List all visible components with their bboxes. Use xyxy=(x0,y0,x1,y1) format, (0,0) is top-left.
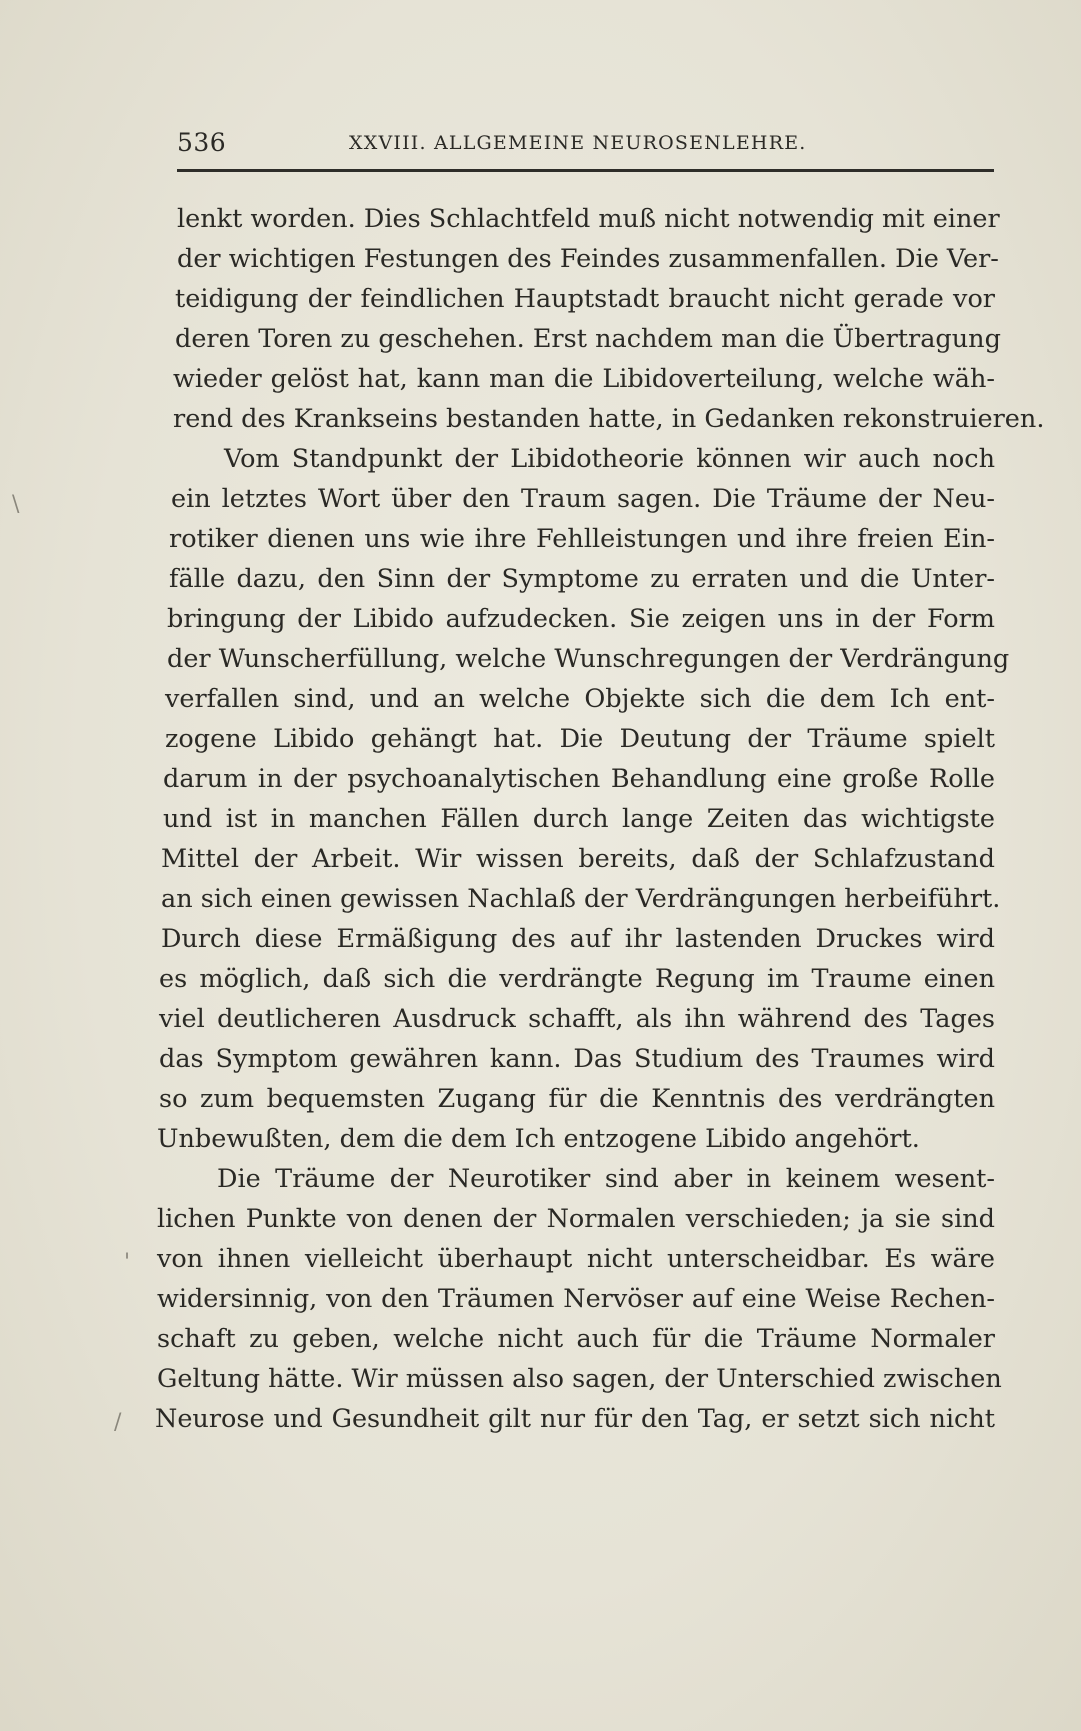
text-line: rotiker dienen uns wie ihre Fehlleistungen und ihre freien Ein- xyxy=(169,524,995,554)
margin-pencil-mark: ' xyxy=(124,1250,131,1275)
text-line: von ihnen vielleicht überhaupt nicht unterscheidbar. Es wäre xyxy=(157,1244,995,1274)
text-line: Neurose und Gesundheit gilt nur für den Tag, er setzt sich nicht xyxy=(155,1404,995,1434)
text-line: Durch diese Ermäßigung des auf ihr lastenden Druckes wird xyxy=(161,924,995,954)
paragraph-start-line: Die Träume der Neurotiker sind aber in keinem wesent- xyxy=(217,1164,995,1194)
body-text xyxy=(155,199,1045,1439)
text-line: teidigung der feindlichen Hauptstadt braucht nicht gerade vor xyxy=(175,284,995,314)
text-line: schaft zu geben, welche nicht auch für die Träume Normaler xyxy=(157,1324,995,1354)
running-title: XXVIII. ALLGEMEINE NEUROSENLEHRE. xyxy=(349,132,807,154)
text-line: wieder gelöst hat, kann man die Libidoverteilung, welche wäh- xyxy=(173,364,995,394)
text-line: es möglich, daß sich die verdrängte Regung im Traume einen xyxy=(159,964,995,994)
text-line: darum in der psychoanalytischen Behandlung eine große Rolle xyxy=(163,764,995,794)
text-line: zogene Libido gehängt hat. Die Deutung der Träume spielt xyxy=(165,724,995,754)
page-header xyxy=(177,128,993,168)
text-line: das Symptom gewähren kann. Das Studium des Traumes wird xyxy=(159,1044,995,1074)
paragraph-end-line: Unbewußten, dem die dem Ich entzogene Libido angehört. xyxy=(157,1124,920,1154)
text-line: an sich einen gewissen Nachlaß der Verdrängungen herbeiführt. xyxy=(161,884,1001,914)
text-line: fälle dazu, den Sinn der Symptome zu erraten und die Unter- xyxy=(169,564,995,594)
margin-pencil-mark: \ xyxy=(12,492,20,517)
text-line: rend des Krankseins bestanden hatte, in Gedanken rekonstruieren. xyxy=(173,404,1045,434)
text-line: deren Toren zu geschehen. Erst nachdem man die Übertragung xyxy=(175,324,1001,354)
text-line: der Wunscherfüllung, welche Wunschregungen der Verdrängung xyxy=(167,644,1010,674)
header-rule xyxy=(177,169,994,172)
text-line: viel deutlicheren Ausdruck schafft, als ihn während des Tages xyxy=(159,1004,995,1034)
paragraph-start-line: Vom Standpunkt der Libidotheorie können wir auch noch xyxy=(224,444,995,474)
text-line: lenkt worden. Dies Schlachtfeld muß nicht notwendig mit einer xyxy=(177,204,1000,234)
text-line: und ist in manchen Fällen durch lange Zeiten das wichtigste xyxy=(163,804,995,834)
text-line: der wichtigen Festungen des Feindes zusammenfallen. Die Ver- xyxy=(177,244,999,274)
text-line: ein letztes Wort über den Traum sagen. Die Träume der Neu- xyxy=(171,484,995,514)
text-line: so zum bequemsten Zugang für die Kenntnis des verdrängten xyxy=(159,1084,995,1114)
margin-pencil-mark: / xyxy=(114,1410,122,1435)
text-line: bringung der Libido aufzudecken. Sie zeigen uns in der Form xyxy=(167,604,995,634)
text-line: verfallen sind, und an welche Objekte sich die dem Ich ent- xyxy=(165,684,995,714)
text-line: lichen Punkte von denen der Normalen verschieden; ja sie sind xyxy=(157,1204,995,1234)
text-line: Mittel der Arbeit. Wir wissen bereits, daß der Schlafzustand xyxy=(161,844,995,874)
text-line: Geltung hätte. Wir müssen also sagen, der Unterschied zwischen xyxy=(157,1364,1002,1394)
page-number: 536 xyxy=(177,128,227,157)
text-line: widersinnig, von den Träumen Nervöser auf eine Weise Rechen- xyxy=(157,1284,995,1314)
